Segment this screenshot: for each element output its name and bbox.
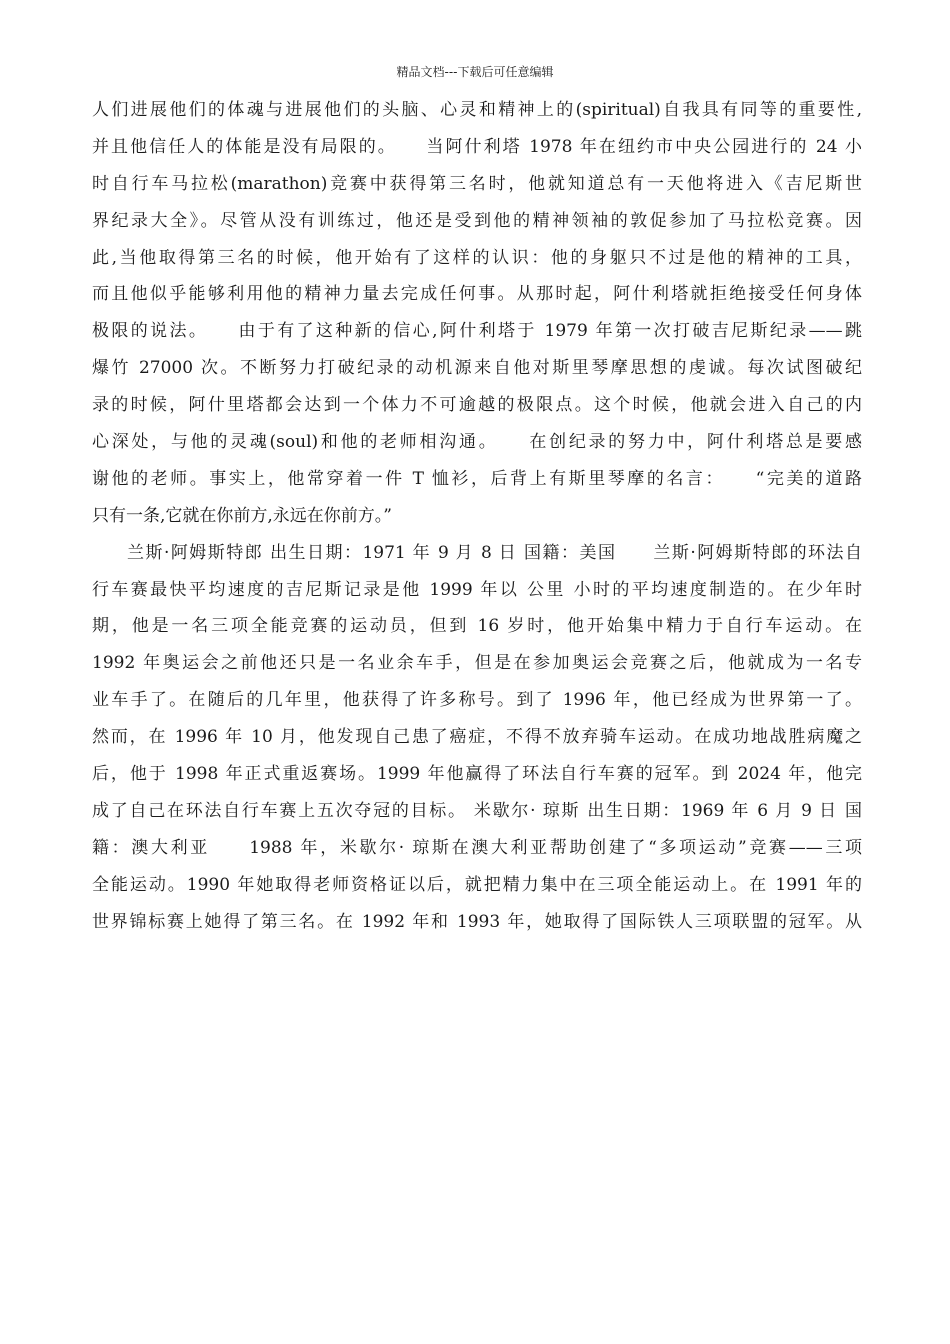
text-line: 而且他似乎能够利用他的精神力量去完成任何事。从那时起，阿什利塔就拒绝接受任何身体 bbox=[92, 284, 862, 305]
text-line: 业车手了。在随后的几年里，他获得了许多称号。到了 1996 年，他已经成为世界第一了。 bbox=[92, 690, 862, 711]
text-line: 此,当他取得第三名的时候，他开始有了这样的认识：他的身躯只不过是他的精神的工具， bbox=[92, 247, 862, 268]
text-line: 界纪录大全》。尽管从没有训练过，他还是受到他的精神领袖的敦促参加了马拉松竞赛。因 bbox=[92, 210, 862, 231]
text-line: 成了自己在环法自行车赛上五次夺冠的目标。 米歇尔· 琼斯 出生日期：1969 年 6 月 9 日 国 bbox=[92, 800, 862, 821]
text-line: 后，他于 1998 年正式重返赛场。1999 年他赢得了环法自行车赛的冠军。到 2024 年，他完 bbox=[92, 764, 862, 785]
text-line: 谢他的老师。事实上，他常穿着一件 T 恤衫，后背上有斯里琴摩的名言： “完美的道路 bbox=[92, 468, 862, 489]
text-line: 心深处，与他的灵魂(soul)和他的老师相沟通。 在创纪录的努力中，阿什利塔总是要感 bbox=[92, 432, 862, 453]
text-line: 然而，在 1996 年 10 月，他发现自己患了癌症，不得不放弃骑车运动。在成功地战胜病魔之 bbox=[92, 727, 862, 748]
text-line: 1992 年奥运会之前他还只是一名业余车手，但是在参加奥运会竞赛之后，他就成为一名专 bbox=[92, 653, 862, 674]
text-line: 爆竹 27000 次。不断努力打破纪录的动机源来自他对斯里琴摩思想的虔诚。每次试图破纪 bbox=[92, 358, 862, 379]
text-line: 录的时候，阿什里塔都会达到一个体力不可逾越的极限点。这个时候，他就会进入自己的内 bbox=[92, 395, 862, 416]
text-line: 全能运动。1990 年她取得老师资格证以后，就把精力集中在三项全能运动上。在 1991 年的 bbox=[92, 874, 862, 895]
text-line: 行车赛最快平均速度的吉尼斯记录是他 1999 年以 公里 小时的平均速度制造的。在少年时 bbox=[92, 579, 862, 600]
page-header: 精品文档---下载后可任意编辑 bbox=[396, 65, 554, 79]
text-line: 籍：澳大利亚 1988 年，米歇尔· 琼斯在澳大利亚帮助创建了“多项运动”竞赛——三项 bbox=[92, 837, 862, 858]
text-line: 人们进展他们的体魂与进展他们的头脑、心灵和精神上的(spiritual)自我具有同等的重要性, bbox=[92, 100, 862, 120]
text-line: 只有一条,它就在你前方,永远在你前方。” bbox=[92, 505, 392, 526]
text-line: 极限的说法。 由于有了这种新的信心,阿什利塔于 1979 年第一次打破吉尼斯纪录——跳 bbox=[92, 321, 862, 342]
text-line: 世界锦标赛上她得了第三名。在 1992 年和 1993 年，她取得了国际铁人三项联盟的冠军。从 bbox=[92, 911, 862, 932]
text-line: 期，他是一名三项全能竞赛的运动员，但到 16 岁时，他开始集中精力于自行车运动。在 bbox=[92, 616, 862, 637]
document-body bbox=[92, 92, 862, 940]
text-line: 时自行车马拉松(marathon)竞赛中获得第三名时，他就知道总有一天他将进入《吉尼斯世 bbox=[92, 173, 862, 194]
text-line: 并且他信任人的体能是没有局限的。 当阿什利塔 1978 年在纽约市中央公园进行的 24 小 bbox=[92, 136, 862, 157]
paragraph-start-line: 兰斯·阿姆斯特郎 出生日期：1971 年 9 月 8 日 国籍：美国 兰斯·阿姆斯特郎的环法自 bbox=[127, 542, 862, 563]
